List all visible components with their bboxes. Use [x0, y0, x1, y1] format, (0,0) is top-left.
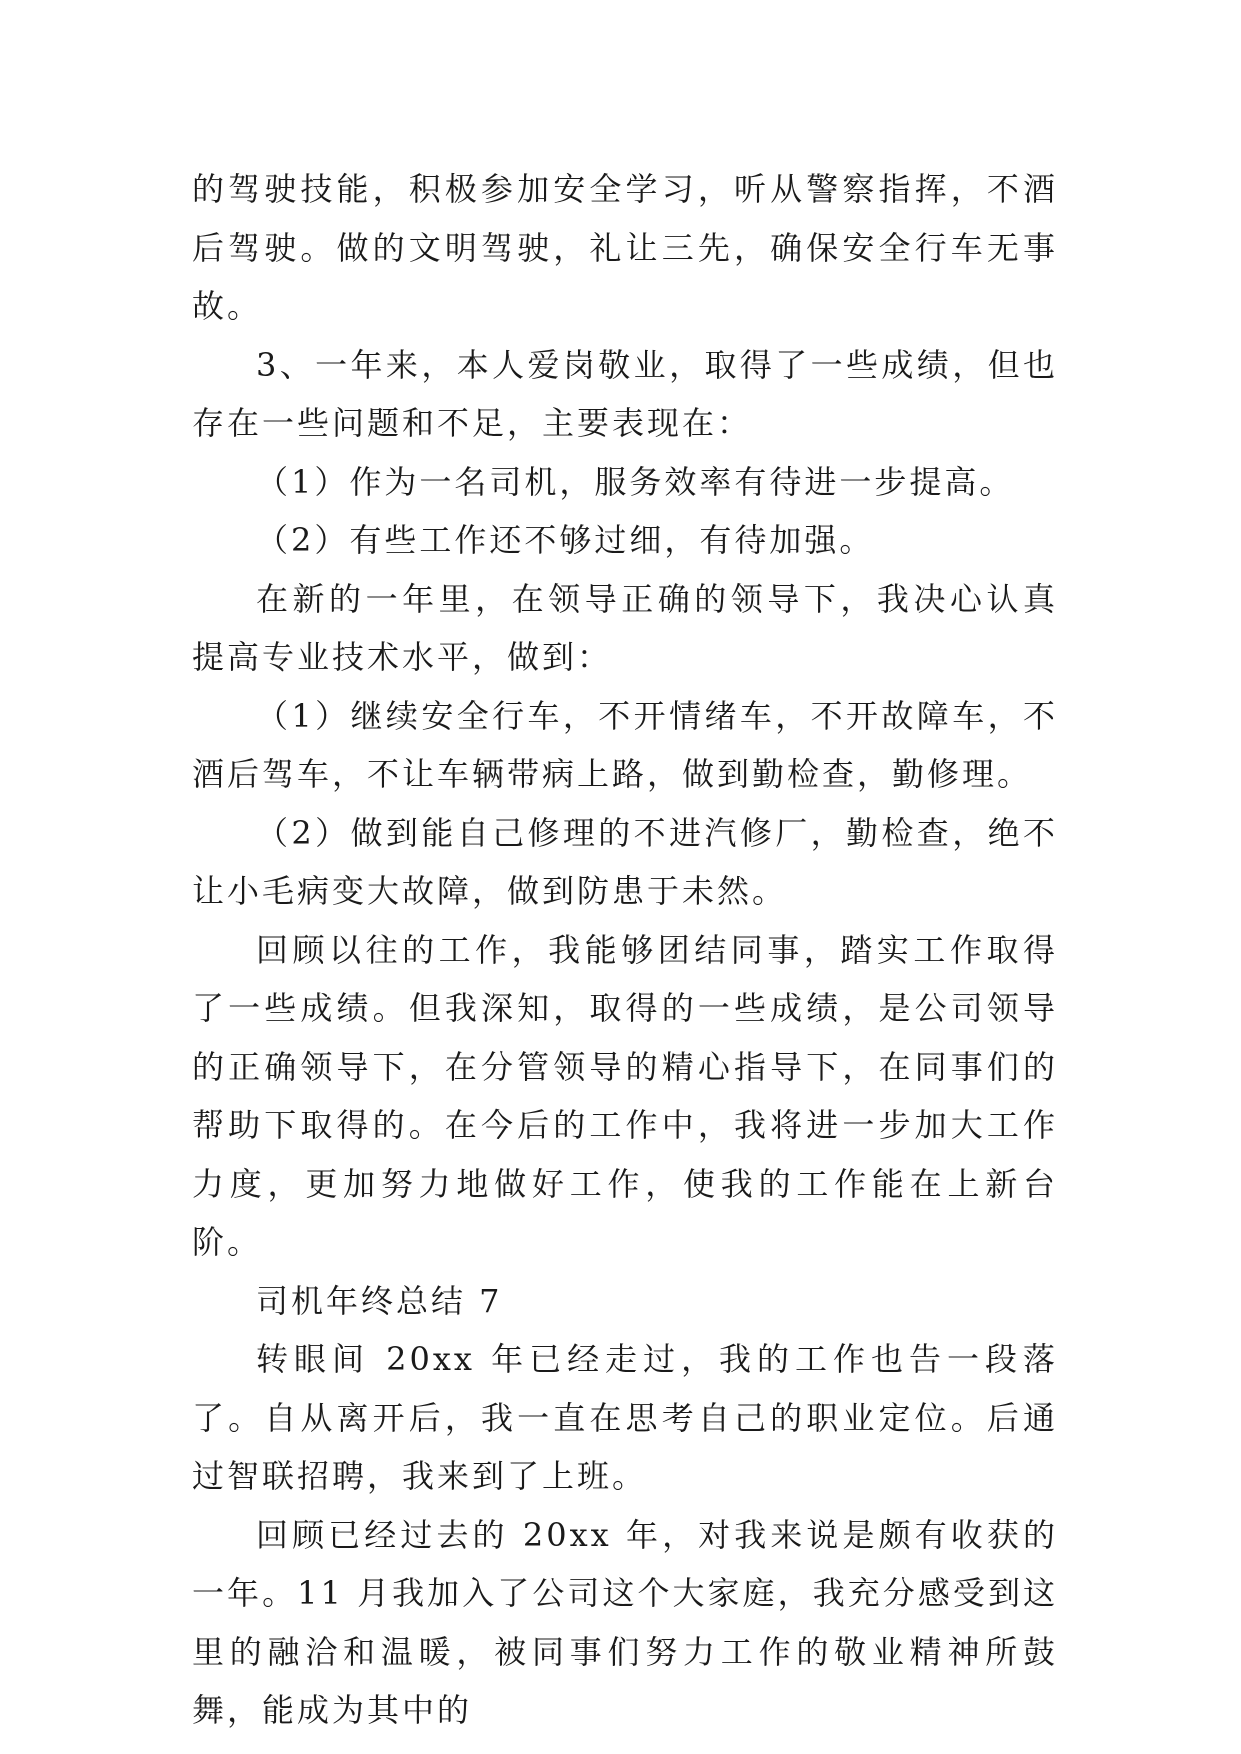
paragraph-point-3: 3、一年来，本人爱岗敬业，取得了一些成绩，但也存在一些问题和不足，主要表现在： [192, 345, 1058, 442]
paragraph-issue-2: （2）有些工作还不够过细，有待加强。 [256, 521, 875, 559]
paragraph-driving-skills: 的驾驶技能，积极参加安全学习，听从警察指挥，不酒后驾驶。做的文明驾驶，礼让三先，确保安全行车无事故。 [192, 170, 1058, 325]
section-heading: 司机年终总结 7 [256, 1281, 503, 1320]
paragraph-plan-1: （1）继续安全行车，不开情绪车，不开故障车，不酒后驾车，不让车辆带病上路，做到勤检查，勤修理。 [192, 696, 1058, 793]
paragraph-review-20xx: 回顾已经过去的 20xx 年，对我来说是颇有收获的一年。11 月我加入了公司这个大家庭，我充分感受到这里的融洽和温暖，被同事们努力工作的敬业精神所鼓舞，能成为其中的 [192, 1515, 1058, 1729]
paragraph-new-year: 在新的一年里，在领导正确的领导下，我决心认真提高专业技术水平，做到： [192, 579, 1058, 676]
paragraph-plan-2: （2）做到能自己修理的不进汽修厂，勤检查，绝不让小毛病变大故障，做到防患于未然。 [192, 813, 1058, 910]
paragraph-intro-20xx: 转眼间 20xx 年已经走过，我的工作也告一段落了。自从离开后，我一直在思考自己的职业定位。后通过智联招聘，我来到了上班。 [192, 1340, 1058, 1495]
paragraph-review: 回顾以往的工作，我能够团结同事，踏实工作取得了一些成绩。但我深知，取得的一些成绩，是公司领导的正确领导下，在分管领导的精心指导下，在同事们的帮助下取得的。在今后的工作中，我将进一步加大工作力度，更加努力地做好工作，使我的工作能在上新台阶。 [192, 930, 1058, 1261]
document-body [192, 160, 1058, 1740]
paragraph-issue-1: （1）作为一名司机，服务效率有待进一步提高。 [256, 462, 1015, 501]
